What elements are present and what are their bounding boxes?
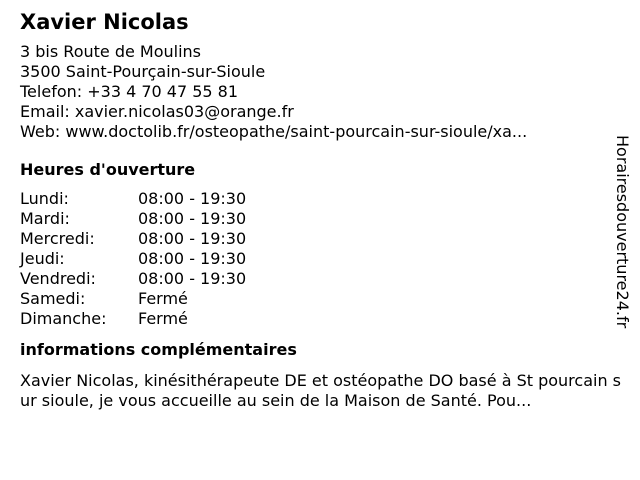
hours-row-monday xyxy=(20,189,632,209)
site-brand-vertical: Horairesdouverture24.fr xyxy=(613,135,632,329)
business-card xyxy=(20,10,632,411)
hours-row-thursday xyxy=(20,249,632,269)
hours-row-friday xyxy=(20,269,632,289)
hours-row-sunday xyxy=(20,309,632,329)
hours-day: Dimanche: xyxy=(20,309,107,328)
hours-day: Vendredi: xyxy=(20,269,96,288)
info-heading: informations complémentaires xyxy=(20,340,297,359)
phone-text: Telefon: +33 4 70 47 55 81 xyxy=(20,82,239,101)
hours-time: Fermé xyxy=(138,289,188,308)
email-text: Email: xavier.nicolas03@orange.fr xyxy=(20,102,294,121)
hours-day: Mercredi: xyxy=(20,229,95,248)
hours-time: 08:00 - 19:30 xyxy=(138,189,247,208)
info-text: Xavier Nicolas, kinésithérapeute DE et ostéopathe DO basé à St pourcain sur sioule, je vous accueille au sein de la Maison de Santé. Pou... xyxy=(20,371,622,410)
hours-time: Fermé xyxy=(138,309,188,328)
address-line-1: 3 bis Route de Moulins xyxy=(20,42,202,61)
business-name: Xavier Nicolas xyxy=(20,10,189,34)
web-text: Web: www.doctolib.fr/osteopathe/saint-pourcain-sur-sioule/xa... xyxy=(20,122,528,141)
hours-day: Samedi: xyxy=(20,289,86,308)
hours-time: 08:00 - 19:30 xyxy=(138,229,247,248)
hours-time: 08:00 - 19:30 xyxy=(138,209,247,228)
hours-row-tuesday xyxy=(20,209,632,229)
hours-time: 08:00 - 19:30 xyxy=(138,269,247,288)
hours-day: Mardi: xyxy=(20,209,70,228)
hours-list xyxy=(20,189,632,329)
hours-time: 08:00 - 19:30 xyxy=(138,249,247,268)
hours-day: Lundi: xyxy=(20,189,69,208)
hours-row-saturday xyxy=(20,289,632,309)
hours-heading: Heures d'ouverture xyxy=(20,160,196,179)
address-line-2: 3500 Saint-Pourçain-sur-Sioule xyxy=(20,62,266,81)
hours-row-wednesday xyxy=(20,229,632,249)
hours-day: Jeudi: xyxy=(20,249,65,268)
